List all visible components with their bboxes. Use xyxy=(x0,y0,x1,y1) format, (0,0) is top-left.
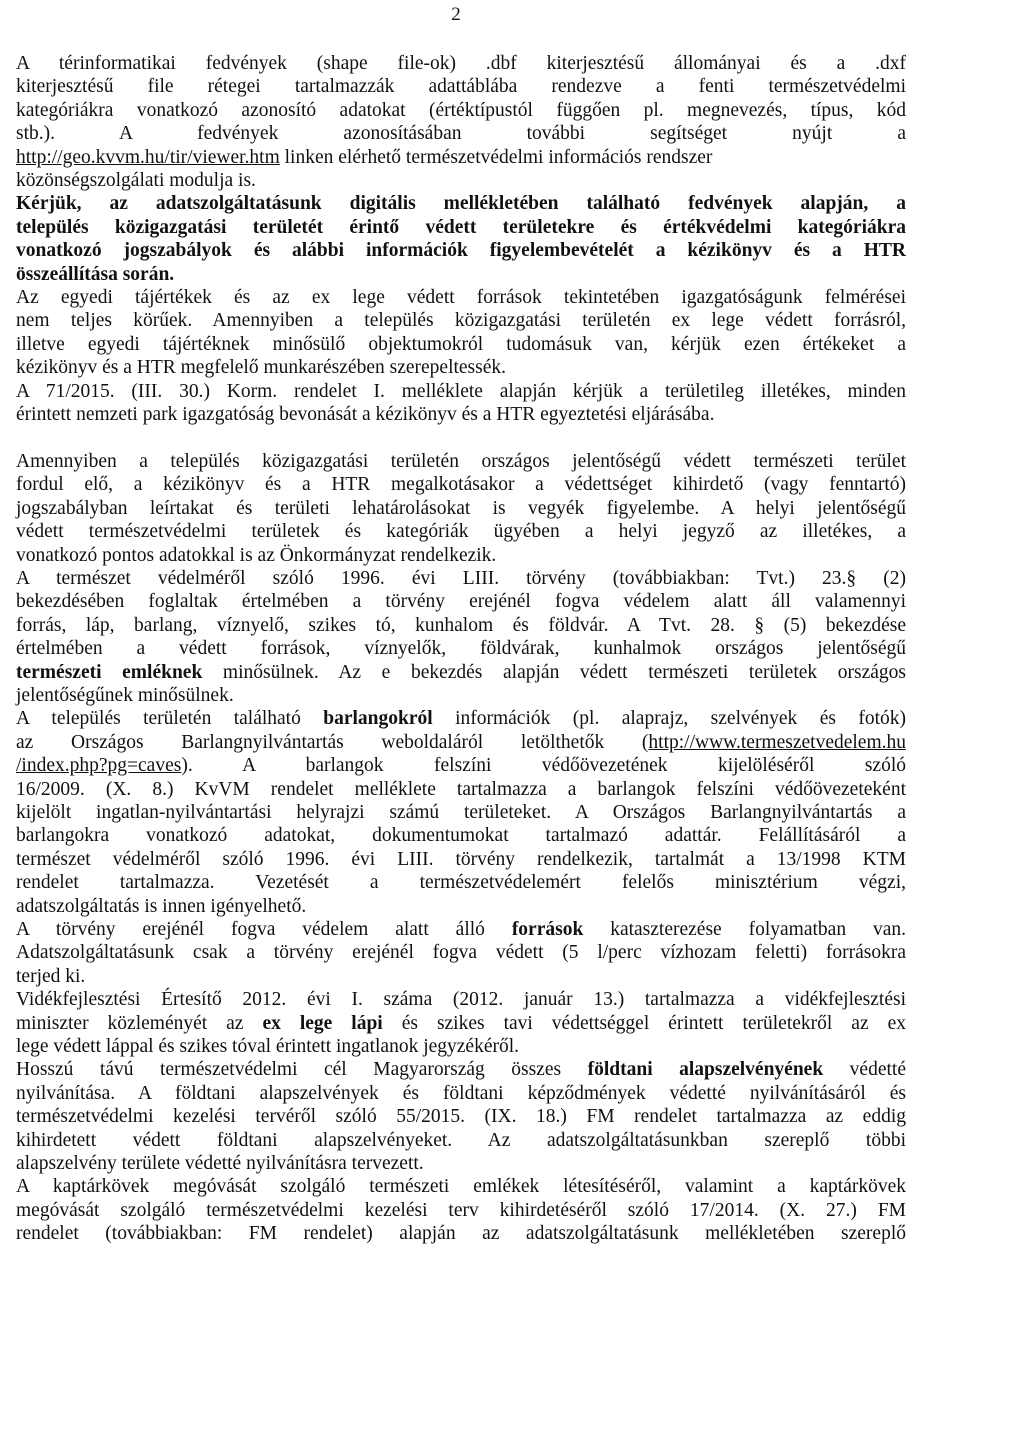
text-line: természetvédelmi kezelési tervéről szóló 55/2015. (IX. 18.) FM rendelet tartalmazza az eddig xyxy=(16,1106,906,1128)
text-line: nem teljes körűek. Amennyiben a település közigazgatási területén ex lege védett forrásról, xyxy=(16,310,906,332)
text-line: fordul elő, a kézikönyv és a HTR megalkotásakor a védettséget kihirdető (vagy fenntartó) xyxy=(16,474,906,496)
text-line xyxy=(16,754,906,777)
text-line: megóvását szolgáló természetvédelmi kezelési terv kihirdetéséről szóló 17/2014. (X. 27.) FM xyxy=(16,1199,906,1221)
text-line: A kaptárkövek megóvását szolgáló természeti emlékek létesítéséről, valamint a kaptárkövek xyxy=(16,1176,906,1198)
document-body xyxy=(16,52,906,1246)
text-line xyxy=(16,731,906,754)
viewer-link[interactable]: http://geo.kvvm.hu/tir/viewer.htm xyxy=(16,146,280,168)
paragraph-hive-stones xyxy=(16,1175,906,1245)
text-fragment: miniszter közleményét az xyxy=(16,1012,263,1034)
bold-term: természeti emléknek xyxy=(16,661,203,683)
paragraph-landscape-values xyxy=(16,286,906,380)
text-line: értelmében a védett források, víznyelők, földvárak, kunhalmok országos jelentőségű xyxy=(16,638,906,660)
bold-term: források xyxy=(511,919,584,941)
text-line: kiterjesztésű file rétegei tartalmazzák adattáblába rendezve a fenti természetvédelmi xyxy=(16,76,906,98)
text-fragment: információk (pl. alaprajz, szelvények és fotók) xyxy=(432,708,906,730)
paragraph-decree xyxy=(16,380,906,427)
text-line: forrás, láp, barlang, víznyelő, szikes tó, kunhalom és földvár. A Tvt. 28. § (5) bekezdése xyxy=(16,614,906,636)
paragraph-caves xyxy=(16,707,906,918)
text-line: terjed ki. xyxy=(16,965,86,987)
text-line xyxy=(16,1012,906,1035)
text-line: összeállítása során. xyxy=(16,263,175,285)
text-fragment: A törvény erejénél fogva védelem alatt álló xyxy=(16,919,512,941)
bold-term: barlangokról xyxy=(323,708,433,730)
text-line: barlangokra vonatkozó adatokat, dokumentumokat tartalmazó adattár. Felállításáról a xyxy=(16,825,906,847)
text-line: település közigazgatási területét érintő védett területekre és értékvédelmi kategóriákra xyxy=(16,216,906,238)
text-line: kézikönyv és a HTR megfelelő munkarészében szerepeltessék. xyxy=(16,357,507,379)
text-line: kategóriákra vonatkozó azonosító adatokat (értéktípustól függően pl. megnevezés, típus, kód xyxy=(16,99,906,121)
text-line xyxy=(16,707,906,730)
text-line: kihirdetett védett földtani alapszelvényeket. Az adatszolgáltatásunkban szereplő többi xyxy=(16,1129,906,1151)
text-line xyxy=(16,146,906,169)
text-line: vonatkozó pontos adatokkal is az Önkormányzat rendelkezik. xyxy=(16,544,497,566)
text-line xyxy=(16,1058,906,1081)
text-line: Vidékfejlesztési Értesítő 2012. évi I. száma (2012. január 13.) tartalmazza a vidékfejlesztési xyxy=(16,989,906,1011)
bold-term: ex lege lápi xyxy=(262,1012,383,1034)
paragraph-geology xyxy=(16,1058,906,1175)
text-fragment: védetté xyxy=(823,1059,906,1081)
text-line: Adatszolgáltatásunk csak a törvény erejénél fogva védett (5 l/perc vízhozam feletti) forrásokra xyxy=(16,942,906,964)
text-fragment: kataszterezése folyamatban van. xyxy=(583,919,906,941)
text-line: A térinformatikai fedvények (shape file-ok) .dbf kiterjesztésű állományai és a .dxf xyxy=(16,53,906,74)
text-line: adatszolgáltatás is innen igényelhető. xyxy=(16,895,307,917)
text-line: rendelet tartalmazza. Vezetését a természetvédelemért felelős minisztérium végzi, xyxy=(16,872,906,894)
text-line xyxy=(16,918,906,941)
text-line: 16/2009. (X. 8.) KvVM rendelet melléklete tartalmazza a barlangok felszíni védőövezeteként xyxy=(16,778,906,800)
text-line: bekezdésében foglaltak értelmében a törvény erejénél fogva védelem alatt áll valamennyi xyxy=(16,591,906,613)
text-line: alapszelvény területe védetté nyilvánításra tervezett. xyxy=(16,1153,424,1175)
text-line: védett természetvédelmi területek és kategóriák ügyében a helyi jegyző az illetékes, a xyxy=(16,521,906,543)
paragraph-spacer xyxy=(16,427,906,450)
text-line xyxy=(16,661,906,684)
text-line: jelentőségűnek minősülnek. xyxy=(16,684,234,706)
text-line: jogszabályban leírtakat és területi lehatárolásokat is vegyék figyelembe. A helyi jelentőségű xyxy=(16,497,906,519)
text-line: Az egyedi tájértékek és az ex lege védett források tekintetében igazgatóságunk felmérései xyxy=(16,287,906,309)
text-line: érintett nemzeti park igazgatóság bevonását a kézikönyv és a HTR egyeztetési eljárásába. xyxy=(16,404,715,426)
paragraph-springs xyxy=(16,918,906,988)
paragraph-bogs xyxy=(16,988,906,1058)
text-line: Kérjük, az adatszolgáltatásunk digitális mellékletében található fedvények alapján, a xyxy=(16,193,906,215)
paragraph-national-protected xyxy=(16,450,906,567)
bold-term: földtani alapszelvényének xyxy=(587,1059,824,1081)
text-line: természet védelméről szóló 1996. évi LIII. törvény rendelkezik, tartalmát a 13/1998 KTM xyxy=(16,848,906,870)
text-line: kijelölt ingatlan-nyilvántartási helyrajzi számú területeket. A Országos Barlangnyilvántartás a xyxy=(16,801,906,823)
text-line: illetve egyedi tájértéknek minősülő objektumokról tudomásuk van, kérjük ezen értékeket a xyxy=(16,333,906,355)
text-line: nyilvánítása. A földtani alapszelvények és földtani képződmények védetté nyilvánításáról és xyxy=(16,1082,906,1104)
text-fragment: Hosszú távú természetvédelmi cél Magyarország összes xyxy=(16,1059,588,1081)
text-fragment: az Országos Barlangnyilvántartás weboldaláról letölthetők ( xyxy=(16,731,649,753)
cave-registry-link-cont[interactable]: /index.php?pg=caves xyxy=(16,755,182,777)
text-line: közönségszolgálati modulja is. xyxy=(16,170,256,192)
text-line: lege védett láppal és szikes tóval érintett ingatlanok jegyzékéről. xyxy=(16,1036,520,1058)
cave-registry-link[interactable]: http://www.termeszetvedelem.hu xyxy=(648,731,906,753)
text-line: A 71/2015. (III. 30.) Korm. rendelet I. melléklete alapján kérjük a területileg illetékes, minden xyxy=(16,380,906,402)
text-line: vonatkozó jogszabályok és alábbi információk figyelembevételét a kézikönyv és a HTR xyxy=(16,240,906,262)
text-line: rendelet (továbbiakban: FM rendelet) alapján az adatszolgáltatásunk mellékletében szereplő xyxy=(16,1223,906,1245)
text-fragment: és szikes tavi védettséggel érintett területekről az ex xyxy=(382,1012,906,1034)
text-line: stb.). A fedvények azonosításában további segítséget nyújt a xyxy=(16,123,906,145)
paragraph-request xyxy=(16,192,906,286)
text-fragment: A település területén található xyxy=(16,708,324,730)
text-line: A természet védelméről szóló 1996. évi LIII. törvény (továbbiakban: Tvt.) 23.§ (2) xyxy=(16,567,906,589)
text-fragment: minősülnek. Az e bekezdés alapján védett természeti területek országos xyxy=(202,661,906,683)
paragraph-shapefiles xyxy=(16,52,906,192)
paragraph-nature-law xyxy=(16,567,906,707)
page-number: 2 xyxy=(451,4,461,25)
text-fragment: linken elérhető természetvédelmi információs rendszer xyxy=(279,146,713,168)
text-fragment: ). A barlangok felszíni védőövezetének kijelöléséről szóló xyxy=(181,755,906,777)
text-line: Amennyiben a település közigazgatási területén országos jelentőségű védett természeti terület xyxy=(16,450,906,472)
